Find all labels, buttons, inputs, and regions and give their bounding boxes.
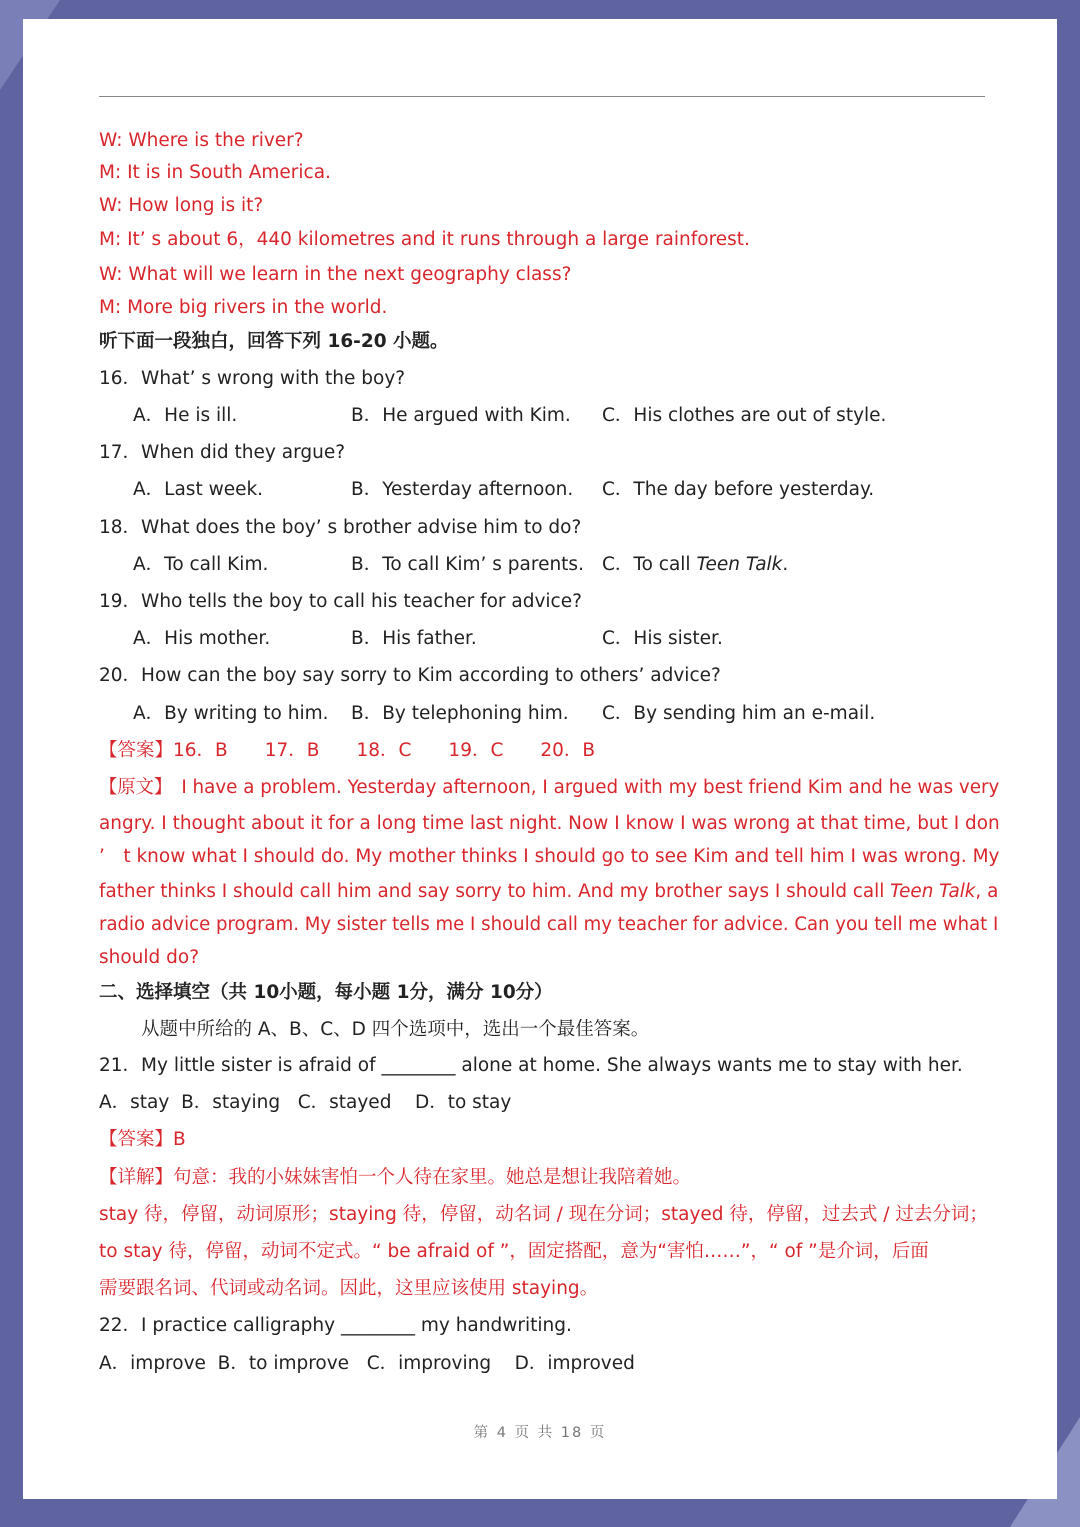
question-22: 22．I practice calligraphy ________ my handwriting. bbox=[99, 1315, 572, 1336]
option-c bbox=[602, 553, 788, 577]
section-heading: 听下面一段独白，回答下列 16-20 小题。 bbox=[99, 331, 449, 352]
question-20: 20．How can the boy say sorry to Kim according to others’ advice? bbox=[99, 665, 721, 686]
option-c: C．His sister. bbox=[602, 628, 723, 649]
transcript-text: father thinks I should call him and say sorry to him. And my brother says I should call bbox=[99, 881, 891, 902]
option-a: A．To call Kim. bbox=[133, 554, 269, 575]
option-b: B．Yesterday afternoon. bbox=[351, 479, 574, 500]
option-c: C．By sending him an e-mail. bbox=[602, 703, 876, 724]
page-footer: 第 4 页 共 18 页 bbox=[473, 1425, 607, 1441]
transcript-line: ’ t know what I should do. My mother thinks I should go to see Kim and tell him I was wrong. My bbox=[99, 846, 1000, 867]
explanation-line: 【详解】句意：我的小妹妹害怕一个人待在家里。她总是想让我陪着她。 bbox=[99, 1167, 692, 1188]
transcript-line: radio advice program. My sister tells me I should call my teacher for advice. Can you tell me what I bbox=[99, 914, 999, 935]
option-b: B．His father. bbox=[351, 628, 477, 649]
transcript-text: , a bbox=[975, 881, 999, 902]
option-a: A．By writing to him. bbox=[133, 703, 329, 724]
option-a: A．His mother. bbox=[133, 628, 271, 649]
question-21-options: A．stay B．staying C．stayed D．to stay bbox=[99, 1092, 512, 1113]
question-21: 21．My little sister is afraid of ________ alone at home. She always wants me to stay with her. bbox=[99, 1055, 963, 1076]
option-c: C．His clothes are out of style. bbox=[602, 405, 887, 426]
transcript-line: angry. I thought about it for a long time last night. Now I know I was wrong at that time, but I don bbox=[99, 813, 1000, 834]
section-heading: 二、选择填空（共 10小题，每小题 1分，满分 10分） bbox=[99, 982, 553, 1003]
option-a: A．He is ill. bbox=[133, 405, 238, 426]
answer-key: 【答案】16．B 17．B 18．C 19．C 20．B bbox=[99, 740, 596, 761]
transcript-line: 【原文】 I have a problem. Yesterday afternoon, I argued with my best friend Kim and he was very bbox=[99, 777, 1000, 798]
dialogue-line: W: How long is it? bbox=[99, 195, 264, 216]
option-b: B．By telephoning him. bbox=[351, 703, 569, 724]
header-rule bbox=[99, 96, 985, 97]
option-c-text: C．To call bbox=[602, 554, 697, 575]
option-c-end: . bbox=[782, 554, 789, 575]
dialogue-line: M: It’ s about 6，440 kilometres and it runs through a large rainforest. bbox=[99, 229, 750, 250]
program-name: Teen Talk bbox=[696, 554, 783, 575]
answer-key: 【答案】B bbox=[99, 1129, 186, 1150]
document-page bbox=[23, 19, 1057, 1499]
option-c: C．The day before yesterday. bbox=[602, 479, 875, 500]
question-16: 16．What’ s wrong with the boy? bbox=[99, 368, 406, 389]
dialogue-line: W: What will we learn in the next geography class? bbox=[99, 264, 572, 285]
transcript-line: should do? bbox=[99, 947, 200, 968]
dialogue-line: M: It is in South America. bbox=[99, 162, 331, 183]
option-b: B．To call Kim’ s parents. bbox=[351, 554, 584, 575]
program-name: Teen Talk bbox=[890, 881, 976, 902]
option-a: A．Last week. bbox=[133, 479, 264, 500]
question-22-options: A．improve B．to improve C．improving D．improved bbox=[99, 1353, 635, 1374]
dialogue-line: M: More big rivers in the world. bbox=[99, 297, 388, 318]
explanation-line: 需要跟名词、代词或动名词。因此，这里应该使用 staying。 bbox=[99, 1278, 599, 1299]
question-17: 17．When did they argue? bbox=[99, 442, 346, 463]
section-instructions: 从题中所给的 A、B、C、D 四个选项中，选出一个最佳答案。 bbox=[141, 1019, 650, 1040]
option-b: B．He argued with Kim. bbox=[351, 405, 571, 426]
question-19: 19．Who tells the boy to call his teacher for advice? bbox=[99, 591, 582, 612]
explanation-line: to stay 待，停留，动词不定式。“ be afraid of ”，固定搭配，意为“害怕……”，“ of ”是介词，后面 bbox=[99, 1241, 929, 1262]
explanation-line: stay 待，停留，动词原形；staying 待，停留，动名词 / 现在分词；stayed 待，停留，过去式 / 过去分词； bbox=[99, 1204, 988, 1225]
question-18: 18．What does the boy’ s brother advise him to do? bbox=[99, 517, 582, 538]
transcript-line bbox=[99, 880, 998, 904]
dialogue-line: W: Where is the river? bbox=[99, 130, 304, 151]
